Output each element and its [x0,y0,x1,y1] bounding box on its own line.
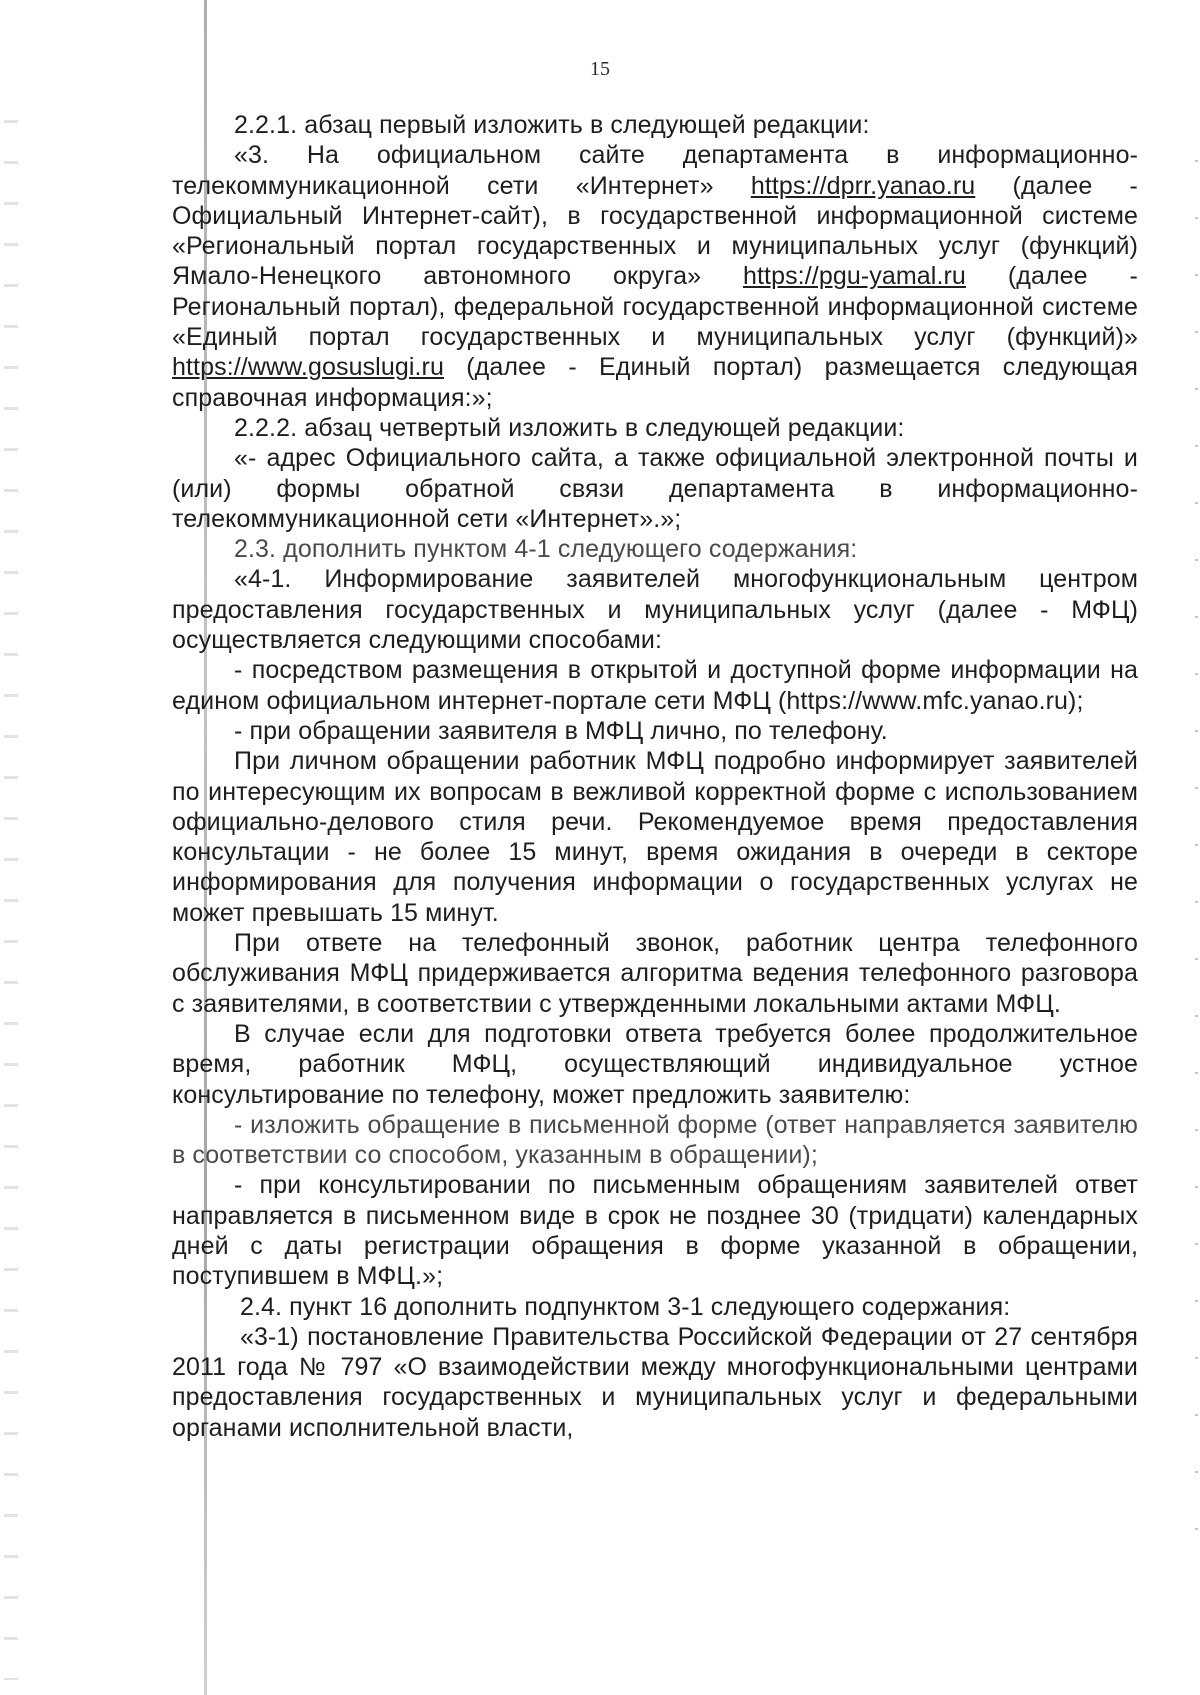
paragraph-text: - при консультировании по письменным обращениям заявителей ответ направляется в письменном виде в срок не позднее 30 (тридцати) календарных дней с даты регистрации обращения в форме указанной в обращении, поступившем в МФЦ.»; [172,1171,1138,1291]
paragraph-text: При личном обращении работник МФЦ подробно информирует заявителей по интересующим их вопросам в вежливой корректной форме с использованием официально-делового стиля речи. Рекомендуемое время предоставления консультации - не более 15 минут, время ожидания в очереди в секторе информирования для получения информации о государственных услугах не может превышать 15 минут. [172,747,1138,927]
paragraph [172,413,1138,443]
paragraph [172,1019,1138,1110]
paragraph [172,746,1138,928]
url-link[interactable]: https://pgu-yamal.ru [742,262,966,291]
document-body [172,110,1138,1443]
paragraph [172,1170,1138,1291]
paragraph [172,1110,1138,1171]
paragraph [172,716,1138,746]
url-link[interactable]: https://dprr.yanao.ru [750,171,976,200]
paragraph [172,928,1138,1019]
paragraph-text: В случае если для подготовки ответа требуется более продолжительное время, работник МФЦ, осуществляющий индивидуальное устное консультирование по телефону, может предложить заявителю: [172,1019,1138,1109]
paragraph-text: «3. На официальном сайте департамента в информационно-телекоммуникационной сети «Интернет» [172,141,1138,200]
paragraph [172,110,1138,140]
paragraph-text: 2.3. дополнить пунктом 4-1 следующего содержания: [234,535,858,564]
paragraph-text: При ответе на телефонный звонок, работник центра телефонного обслуживания МФЦ придерживается алгоритма ведения телефонного разговора с заявителями, в соответствии с утвержденными локальными актами МФЦ. [172,929,1138,1018]
paragraph-text: «4-1. Информирование заявителей многофункциональным центром предоставления государственных и муниципальных услуг (далее - МФЦ) осуществляется следующими способами: [172,565,1138,655]
paragraph-text: «3-1) постановление Правительства Российской Федерации от 27 сентября 2011 года № 797 «О взаимодействии между многофункциональными центрами предоставления государственных и муниципальных услуг и федеральными органами исполнительной власти, [172,1322,1138,1442]
paragraph [172,655,1138,716]
paragraph [172,140,1138,413]
paragraph-text: - при обращении заявителя в МФЦ лично, по телефону. [234,716,888,745]
paragraph [172,443,1138,534]
paragraph-text: - изложить обращение в письменной форме (ответ направляется заявителю в соответствии со способом, указанным в обращении); [172,1110,1138,1170]
scan-edge-marks-right [1195,160,1198,1560]
paragraph-text: 2.4. пункт 16 дополнить подпунктом 3-1 следующего содержания: [240,1292,1011,1321]
paragraph-text: (далее - Официальный Интернет-сайт), в государственной информационной системе «Региональный портал государственных и муниципальных услуг (функций) Ямало-Ненецкого автономного округа» [172,171,1138,291]
paragraph-text: (далее - Единый портал) размещается следующая справочная информация:»; [172,353,1138,412]
paragraph-text: 2.2.1. абзац первый изложить в следующей редакции: [234,111,870,139]
paragraph [172,564,1138,655]
paragraph [172,1322,1138,1443]
paragraph [172,534,1138,564]
paragraph [172,1292,1138,1322]
paragraph-text: - посредством размещения в открытой и доступной форме информации на едином официальном интернет-портале сети МФЦ (https://www.mfc.yanao.ru); [172,656,1138,715]
paragraph-text: «- адрес Официального сайта, а также официальной электронной почты и (или) формы обратной связи департамента в информационно-телекоммуникационной сети «Интернет».»; [172,444,1138,533]
url-link[interactable]: https://www.gosuslugi.ru [172,353,444,382]
page-number: 15 [590,58,610,80]
paragraph-text: 2.2.2. абзац четвертый изложить в следующей редакции: [234,413,905,442]
scan-edge-marks [4,120,18,1680]
paragraph-text: (далее - Региональный портал), федеральной государственной информационной системе «Единый портал государственных и муниципальных услуг (функций)» [172,262,1138,352]
